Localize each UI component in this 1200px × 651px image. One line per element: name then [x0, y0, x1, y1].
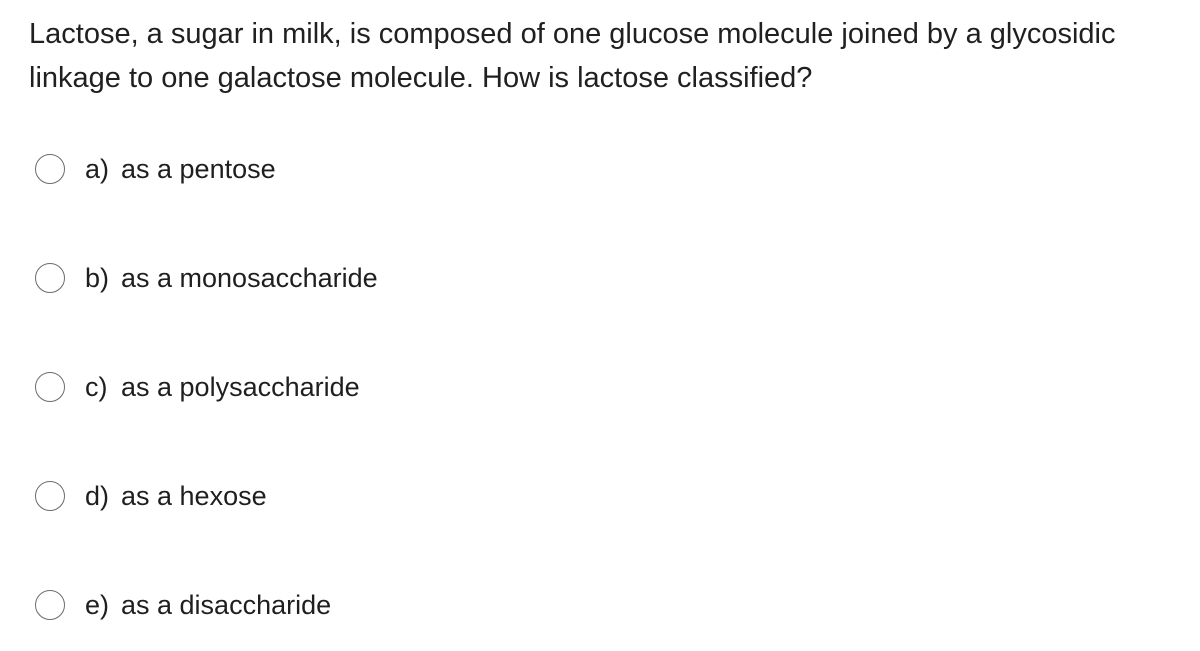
option-d-label: as a hexose [121, 480, 267, 511]
option-c[interactable] [35, 367, 360, 407]
option-e-label: as a disaccharide [121, 589, 332, 620]
radio-button-b[interactable] [35, 263, 65, 293]
option-a-label: as a pentose [121, 153, 276, 184]
radio-button-e[interactable] [35, 590, 65, 620]
option-d[interactable] [35, 476, 267, 516]
option-a[interactable] [35, 149, 276, 189]
radio-button-c[interactable] [35, 372, 65, 402]
option-e[interactable] [35, 585, 331, 625]
radio-button-d[interactable] [35, 481, 65, 511]
option-e-letter: e) [85, 589, 110, 620]
option-a-letter: a) [85, 153, 110, 184]
option-c-label: as a polysaccharide [121, 371, 360, 402]
question-text: Lactose, a sugar in milk, is composed of one glucose molecule joined by a glycosidic linkage to one galactose molecule. How is lactose classified? [29, 18, 1116, 94]
option-b-label: as a monosaccharide [121, 262, 378, 293]
option-d-letter: d) [85, 480, 110, 511]
radio-button-a[interactable] [35, 154, 65, 184]
option-b[interactable] [35, 258, 378, 298]
option-c-letter: c) [85, 371, 108, 402]
option-b-letter: b) [85, 262, 110, 293]
